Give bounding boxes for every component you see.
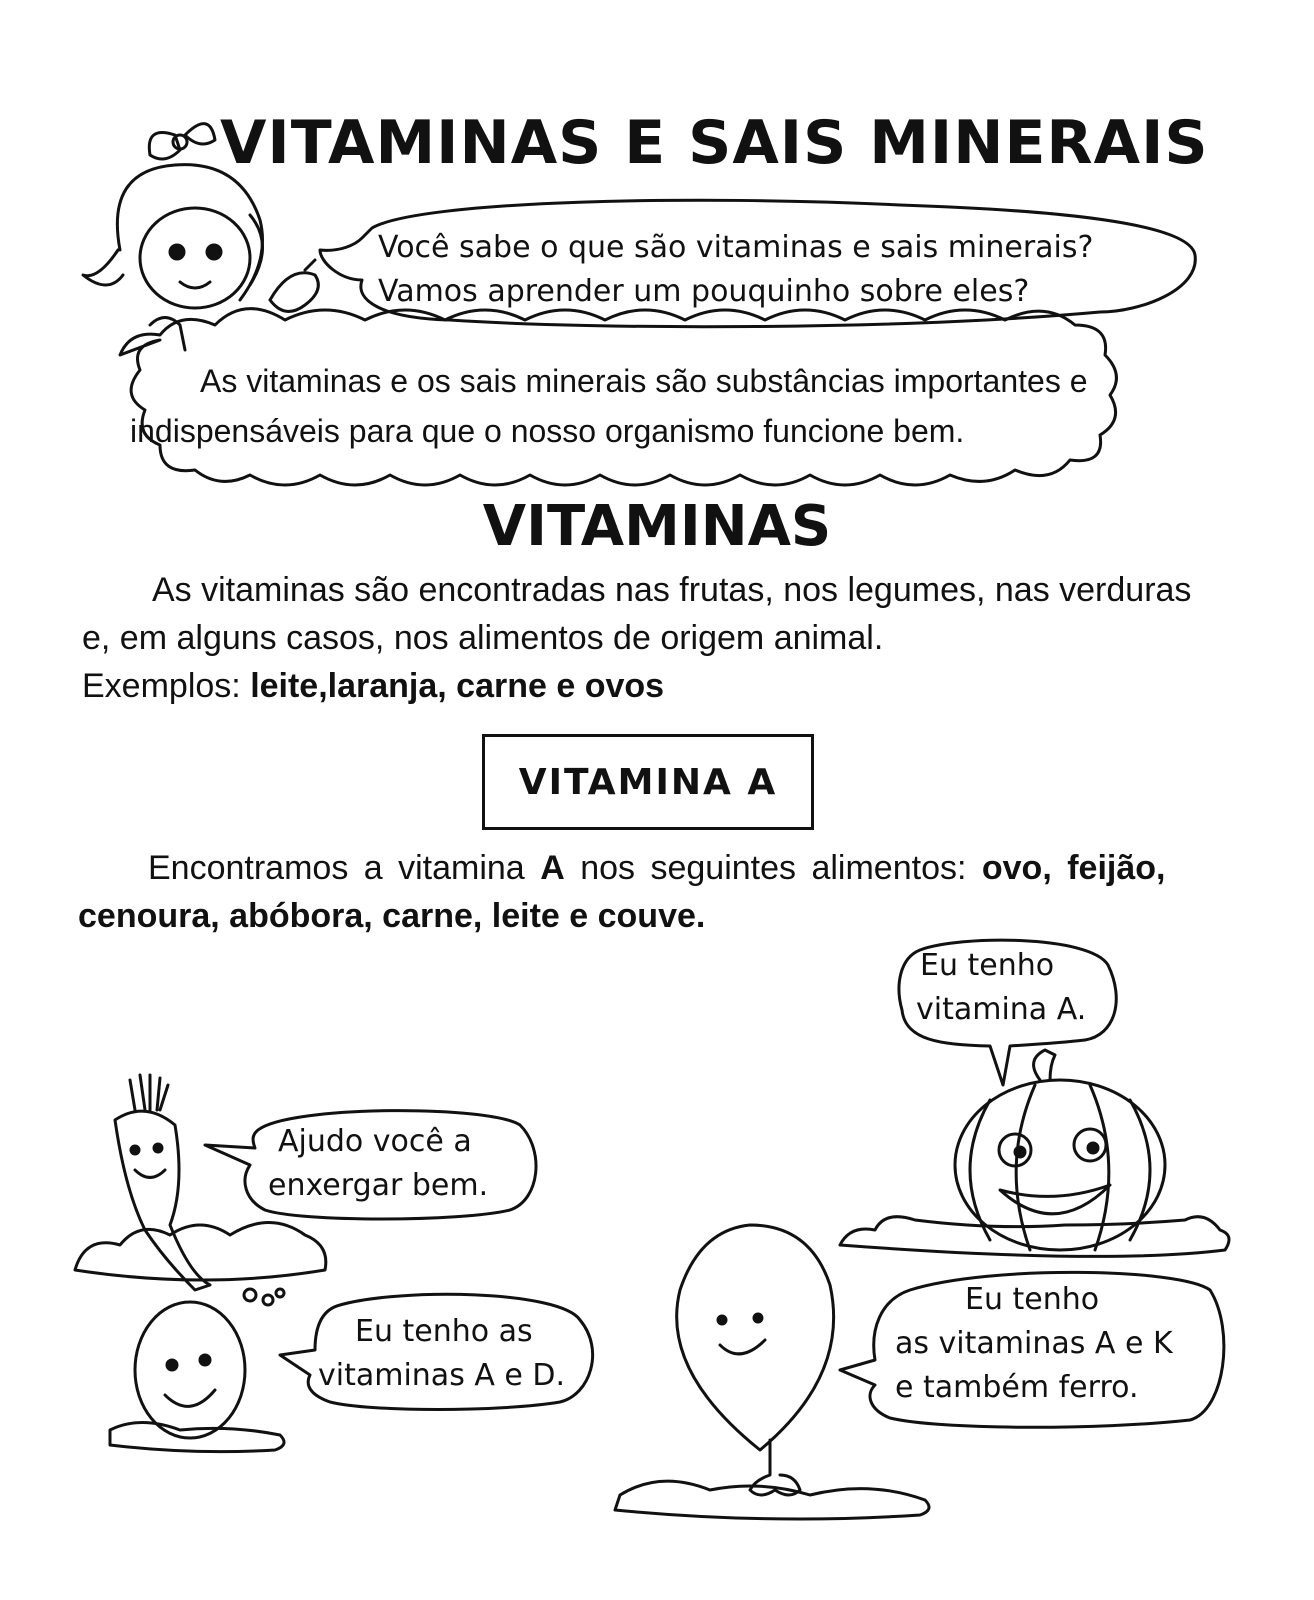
examples-line	[82, 660, 664, 712]
egg-bubble-line-1: Eu tenho as	[355, 1314, 533, 1349]
cloud-text-line-1: As vitaminas e os sais minerais são substâncias importantes e	[200, 363, 1088, 399]
examples-label: Exemplos:	[82, 667, 241, 705]
pumpkin-bubble-line-1: Eu tenho	[920, 948, 1055, 983]
vitamin-a-box: VITAMINA A	[482, 734, 814, 830]
leaf-bubble-line-3: e também ferro.	[895, 1370, 1139, 1405]
carrot-bubble-line-1: Ajudo você a	[278, 1124, 472, 1159]
vitamin-a-mid: nos seguintes alimentos:	[580, 849, 967, 887]
vitamin-a-foods-1: ovo, feijão,	[981, 849, 1166, 887]
vitamin-a-line-2	[78, 890, 705, 942]
leaf-icon	[615, 1225, 929, 1519]
page-title: VITAMINAS E SAIS MINERAIS	[220, 108, 1209, 178]
paragraph-line-2: e, em alguns casos, nos alimentos de origem animal.	[82, 619, 884, 657]
pumpkin-icon	[840, 1050, 1229, 1256]
vitamin-a-foods-2: cenoura, abóbora, carne, leite e couve.	[78, 897, 706, 935]
leaf-bubble-line-2: as vitaminas A e K	[895, 1326, 1173, 1361]
girl-bubble-line-2: Vamos aprender um pouquinho sobre eles?	[378, 274, 1030, 309]
egg-icon	[110, 1302, 284, 1452]
vitamin-a-line-1	[148, 842, 1238, 894]
vitamin-a-letter: A	[540, 849, 565, 887]
paragraph-line-1: As vitaminas são encontradas nas frutas, nos legumes, nas verduras	[152, 571, 1192, 609]
girl-bubble-line-1: Você sabe o que são vitaminas e sais minerais?	[378, 230, 1094, 265]
girl-mascot-icon	[83, 124, 318, 350]
pumpkin-bubble-line-2: vitamina A.	[916, 992, 1087, 1027]
carrot-bubble-line-2: enxergar bem.	[268, 1168, 489, 1203]
vitamin-a-start: Encontramos a vitamina	[148, 849, 525, 887]
egg-bubble-line-2: vitaminas A e D.	[318, 1358, 566, 1393]
section-title: VITAMINAS	[482, 494, 832, 559]
examples-value: leite,laranja, carne e ovos	[250, 667, 665, 705]
leaf-bubble-line-1: Eu tenho	[965, 1282, 1100, 1317]
cloud-text-line-2: indispensáveis para que o nosso organismo funcione bem.	[130, 413, 965, 449]
